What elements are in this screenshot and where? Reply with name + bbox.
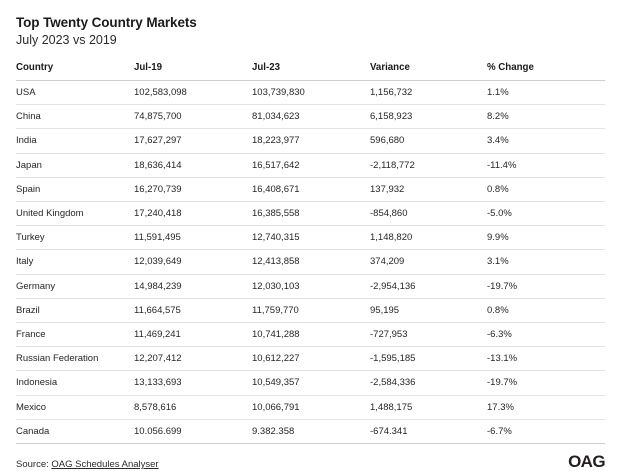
- cell-pct-change: 0.8%: [487, 298, 605, 322]
- cell-country: Russian Federation: [16, 347, 134, 371]
- cell-jul23: 103,739,830: [252, 81, 370, 105]
- cell-jul23: 12,030,103: [252, 274, 370, 298]
- cell-jul23: 16,385,558: [252, 202, 370, 226]
- table-row: [16, 347, 605, 371]
- cell-jul19: 14,984,239: [134, 274, 252, 298]
- cell-pct-change: -5.0%: [487, 202, 605, 226]
- cell-country: Canada: [16, 419, 134, 443]
- cell-variance: -674.341: [370, 419, 487, 443]
- cell-pct-change: -19.7%: [487, 274, 605, 298]
- cell-jul23: 18,223,977: [252, 129, 370, 153]
- source-note: [16, 459, 159, 470]
- source-link[interactable]: OAG Schedules Analyser: [51, 459, 159, 471]
- cell-pct-change: 17.3%: [487, 395, 605, 419]
- cell-country: Brazil: [16, 298, 134, 322]
- cell-jul19: 17,627,297: [134, 129, 252, 153]
- cell-country: United Kingdom: [16, 202, 134, 226]
- table-header: [16, 62, 605, 81]
- cell-pct-change: -19.7%: [487, 371, 605, 395]
- table-row: [16, 105, 605, 129]
- cell-jul23: 10,549,357: [252, 371, 370, 395]
- cell-variance: 1,488,175: [370, 395, 487, 419]
- cell-country: USA: [16, 81, 134, 105]
- column-header-variance: Variance: [370, 62, 487, 81]
- table-row: [16, 153, 605, 177]
- cell-variance: 137,932: [370, 177, 487, 201]
- cell-country: Indonesia: [16, 371, 134, 395]
- column-header-jul19: Jul-19: [134, 62, 252, 81]
- cell-pct-change: 3.4%: [487, 129, 605, 153]
- cell-country: France: [16, 323, 134, 347]
- cell-pct-change: 8.2%: [487, 105, 605, 129]
- cell-pct-change: -6.3%: [487, 323, 605, 347]
- cell-variance: -1,595,185: [370, 347, 487, 371]
- cell-jul19: 11,664,575: [134, 298, 252, 322]
- cell-country: China: [16, 105, 134, 129]
- cell-pct-change: 1.1%: [487, 81, 605, 105]
- page-subtitle: July 2023 vs 2019: [16, 33, 117, 47]
- cell-country: Mexico: [16, 395, 134, 419]
- cell-jul23: 16,517,642: [252, 153, 370, 177]
- table-header-row: [16, 62, 605, 81]
- footer: [16, 453, 605, 470]
- oag-logo: OAG: [568, 452, 605, 471]
- cell-jul23: 10,612,227: [252, 347, 370, 371]
- cell-variance: 596,680: [370, 129, 487, 153]
- cell-country: Turkey: [16, 226, 134, 250]
- cell-jul19: 8,578,616: [134, 395, 252, 419]
- cell-jul19: 11,591,495: [134, 226, 252, 250]
- cell-jul23: 11,759,770: [252, 298, 370, 322]
- cell-jul23: 10,066,791: [252, 395, 370, 419]
- cell-jul19: 12,039,649: [134, 250, 252, 274]
- cell-variance: 1,148,820: [370, 226, 487, 250]
- table-body: [16, 81, 605, 444]
- table-row: [16, 323, 605, 347]
- table-row: [16, 226, 605, 250]
- cell-country: Italy: [16, 250, 134, 274]
- cell-variance: -854,860: [370, 202, 487, 226]
- cell-jul19: 12,207,412: [134, 347, 252, 371]
- table-row: [16, 202, 605, 226]
- source-label: Source:: [16, 459, 52, 471]
- cell-jul19: 10.056.699: [134, 419, 252, 443]
- cell-variance: -2,118,772: [370, 153, 487, 177]
- table-row: [16, 395, 605, 419]
- country-markets-table: [16, 62, 605, 444]
- cell-variance: 95,195: [370, 298, 487, 322]
- cell-variance: -727,953: [370, 323, 487, 347]
- cell-country: India: [16, 129, 134, 153]
- cell-jul19: 74,875,700: [134, 105, 252, 129]
- cell-jul19: 11,469,241: [134, 323, 252, 347]
- cell-pct-change: -11.4%: [487, 153, 605, 177]
- cell-pct-change: -6.7%: [487, 419, 605, 443]
- cell-jul23: 16,408,671: [252, 177, 370, 201]
- cell-country: Germany: [16, 274, 134, 298]
- table-row: [16, 129, 605, 153]
- cell-pct-change: -13.1%: [487, 347, 605, 371]
- cell-jul23: 9.382.358: [252, 419, 370, 443]
- cell-country: Spain: [16, 177, 134, 201]
- table-row: [16, 298, 605, 322]
- cell-variance: 6,158,923: [370, 105, 487, 129]
- cell-variance: 1,156,732: [370, 81, 487, 105]
- cell-variance: -2,954,136: [370, 274, 487, 298]
- cell-pct-change: 0.8%: [487, 177, 605, 201]
- cell-jul19: 18,636,414: [134, 153, 252, 177]
- table-row: [16, 419, 605, 443]
- column-header-country: Country: [16, 62, 134, 81]
- cell-jul19: 16,270,739: [134, 177, 252, 201]
- table-row: [16, 250, 605, 274]
- cell-pct-change: 3.1%: [487, 250, 605, 274]
- column-header-pct-change: % Change: [487, 62, 605, 81]
- table-row: [16, 81, 605, 105]
- page-title: Top Twenty Country Markets: [16, 15, 197, 30]
- table-row: [16, 274, 605, 298]
- table-row: [16, 177, 605, 201]
- column-header-jul23: Jul-23: [252, 62, 370, 81]
- cell-jul23: 10,741,288: [252, 323, 370, 347]
- cell-pct-change: 9.9%: [487, 226, 605, 250]
- cell-variance: -2,584,336: [370, 371, 487, 395]
- cell-jul19: 13,133,693: [134, 371, 252, 395]
- cell-country: Japan: [16, 153, 134, 177]
- cell-jul23: 81,034,623: [252, 105, 370, 129]
- cell-jul19: 17,240,418: [134, 202, 252, 226]
- cell-variance: 374,209: [370, 250, 487, 274]
- cell-jul19: 102,583,098: [134, 81, 252, 105]
- cell-jul23: 12,413,858: [252, 250, 370, 274]
- cell-jul23: 12,740,315: [252, 226, 370, 250]
- table-row: [16, 371, 605, 395]
